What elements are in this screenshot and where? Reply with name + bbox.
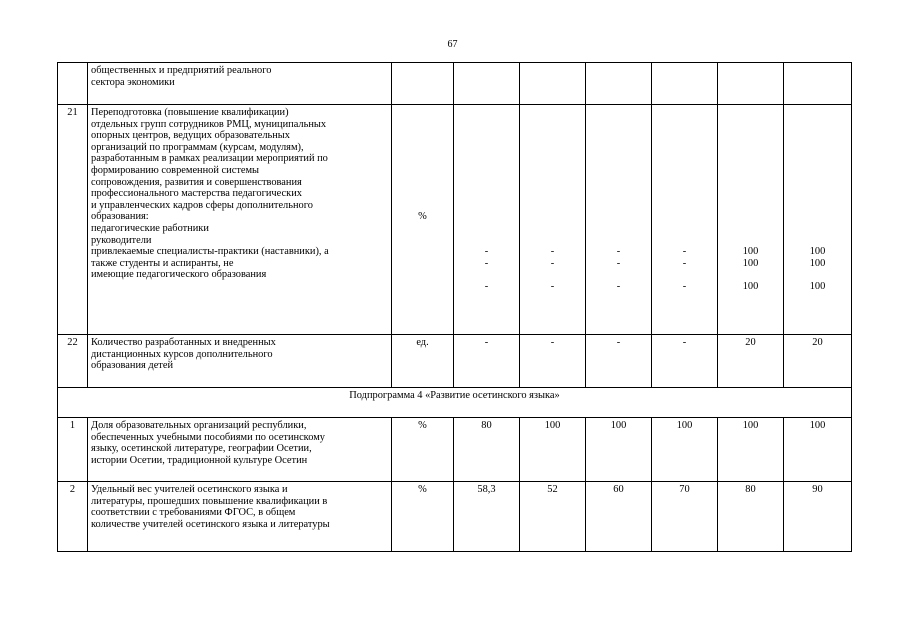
indicator-name-line: Переподготовка (повышение квалификации) — [91, 107, 289, 118]
value-cell — [454, 63, 520, 105]
indicator-name-line: формированию современной системы — [91, 164, 260, 176]
unit-cell — [392, 63, 454, 105]
indicators-table — [57, 62, 852, 552]
value-cell: - — [520, 335, 586, 388]
indicator-name-line: Удельный вес учителей осетинского языка и — [91, 484, 288, 495]
value-text: - — [616, 280, 621, 292]
indicator-name-line: и управленческих кадров сферы дополнительного — [91, 199, 313, 211]
row-number-cell: 1 — [58, 418, 88, 482]
value-cell: 100 — [784, 418, 852, 482]
indicator-name-line: руководители — [91, 234, 152, 246]
value-cell: 20 — [784, 335, 852, 388]
value-cell: 58,3 — [454, 482, 520, 552]
table-row — [58, 335, 852, 388]
value-text: 100 — [809, 246, 826, 257]
value-text: - — [550, 246, 555, 257]
row-number-cell: 21 — [58, 105, 88, 335]
indicator-name-line: организаций по программам (курсам, модулям), — [91, 141, 304, 153]
indicator-name-line: литературы, прошедших повышение квалификации в — [91, 495, 328, 507]
unit-cell: ед. — [392, 335, 454, 388]
value-cell: 52 — [520, 482, 586, 552]
row-number-cell: 22 — [58, 335, 88, 388]
table-row — [58, 482, 852, 552]
indicator-name-line: разработанным в рамках реализации мероприятий по — [91, 153, 328, 165]
value-text: 100 — [742, 257, 759, 269]
unit-cell: % — [392, 482, 454, 552]
value-cell — [718, 105, 784, 335]
value-cell: 20 — [718, 335, 784, 388]
indicator-name-line: отдельных групп сотрудников РМЦ, муниципальных — [91, 118, 327, 130]
unit-label: % — [418, 211, 427, 222]
indicator-name-cell — [88, 418, 392, 482]
indicator-name-cell — [88, 63, 392, 105]
value-text: 100 — [742, 280, 759, 292]
indicator-name-line: имеющие педагогического образования — [91, 269, 267, 281]
value-cell — [586, 63, 652, 105]
value-cell: - — [652, 335, 718, 388]
value-cell: 80 — [454, 418, 520, 482]
section-row — [58, 388, 852, 418]
value-text: - — [484, 246, 489, 257]
value-cell — [652, 63, 718, 105]
section-title: Подпрограмма 4 «Развитие осетинского языка» — [58, 388, 852, 418]
indicator-name-line: привлекаемые специалисты-практики (наставники), а — [91, 246, 329, 258]
value-cell: 80 — [718, 482, 784, 552]
indicator-name-line: общественных и предприятий реального — [91, 65, 272, 76]
row-number-cell: 2 — [58, 482, 88, 552]
table-row — [58, 418, 852, 482]
indicator-name-line: профессионального мастерства педагогических — [91, 188, 302, 200]
value-cell: - — [454, 335, 520, 388]
row-number-cell — [58, 63, 88, 105]
value-text: 100 — [742, 246, 759, 257]
indicator-name-line: образования: — [91, 211, 149, 223]
value-cell — [652, 105, 718, 335]
unit-cell — [392, 105, 454, 335]
table-row — [58, 63, 852, 105]
value-cell — [454, 105, 520, 335]
value-text: - — [682, 246, 687, 257]
indicator-name-line: количестве учителей осетинского языка и литературы — [91, 518, 330, 530]
indicator-name-line: также студенты и аспиранты, не — [91, 257, 234, 269]
value-cell — [586, 105, 652, 335]
indicator-name-cell — [88, 335, 392, 388]
value-cell — [784, 63, 852, 105]
value-cell: 100 — [586, 418, 652, 482]
indicator-name-line: обеспеченных учебными пособиями по осетинскому — [91, 431, 325, 443]
value-cell — [520, 105, 586, 335]
indicator-name-line: опорных центров, ведущих образовательных — [91, 130, 290, 142]
table-row — [58, 105, 852, 335]
indicator-name-cell — [88, 482, 392, 552]
indicator-name-line: истории Осетии, традиционной культуре Осетин — [91, 454, 308, 466]
indicator-name-line: сопровождения, развития и совершенствования — [91, 176, 302, 188]
indicator-name-line: языку, осетинской литературе, географии Осетии, — [91, 443, 312, 455]
value-cell: 70 — [652, 482, 718, 552]
indicator-name-line: педагогические работники — [91, 222, 209, 234]
unit-cell: % — [392, 418, 454, 482]
value-cell: 60 — [586, 482, 652, 552]
indicator-name-line: соответствии с требованиями ФГОС, в общем — [91, 507, 296, 519]
indicator-name-line: Количество разработанных и внедренных — [91, 337, 276, 348]
value-cell: 90 — [784, 482, 852, 552]
value-text: - — [682, 257, 687, 269]
indicator-name-line: образования детей — [91, 360, 174, 372]
value-text: 100 — [809, 257, 826, 269]
value-cell — [520, 63, 586, 105]
value-text: 100 — [809, 280, 826, 292]
value-cell: 100 — [520, 418, 586, 482]
indicator-name-line: Доля образовательных организаций республики, — [91, 420, 307, 431]
indicator-name-line: дистанционных курсов дополнительного — [91, 348, 273, 360]
value-text: - — [484, 257, 489, 269]
value-text: - — [616, 257, 621, 269]
page-number: 67 — [447, 39, 458, 50]
value-cell: 100 — [718, 418, 784, 482]
value-cell — [718, 63, 784, 105]
indicator-name-line: сектора экономики — [91, 76, 175, 88]
value-text: - — [484, 280, 489, 292]
value-text: - — [550, 280, 555, 292]
value-cell — [784, 105, 852, 335]
indicator-name-cell — [88, 105, 392, 335]
value-text: - — [682, 280, 687, 292]
value-text: - — [550, 257, 555, 269]
value-cell: - — [586, 335, 652, 388]
value-cell: 100 — [652, 418, 718, 482]
value-text: - — [616, 246, 621, 257]
